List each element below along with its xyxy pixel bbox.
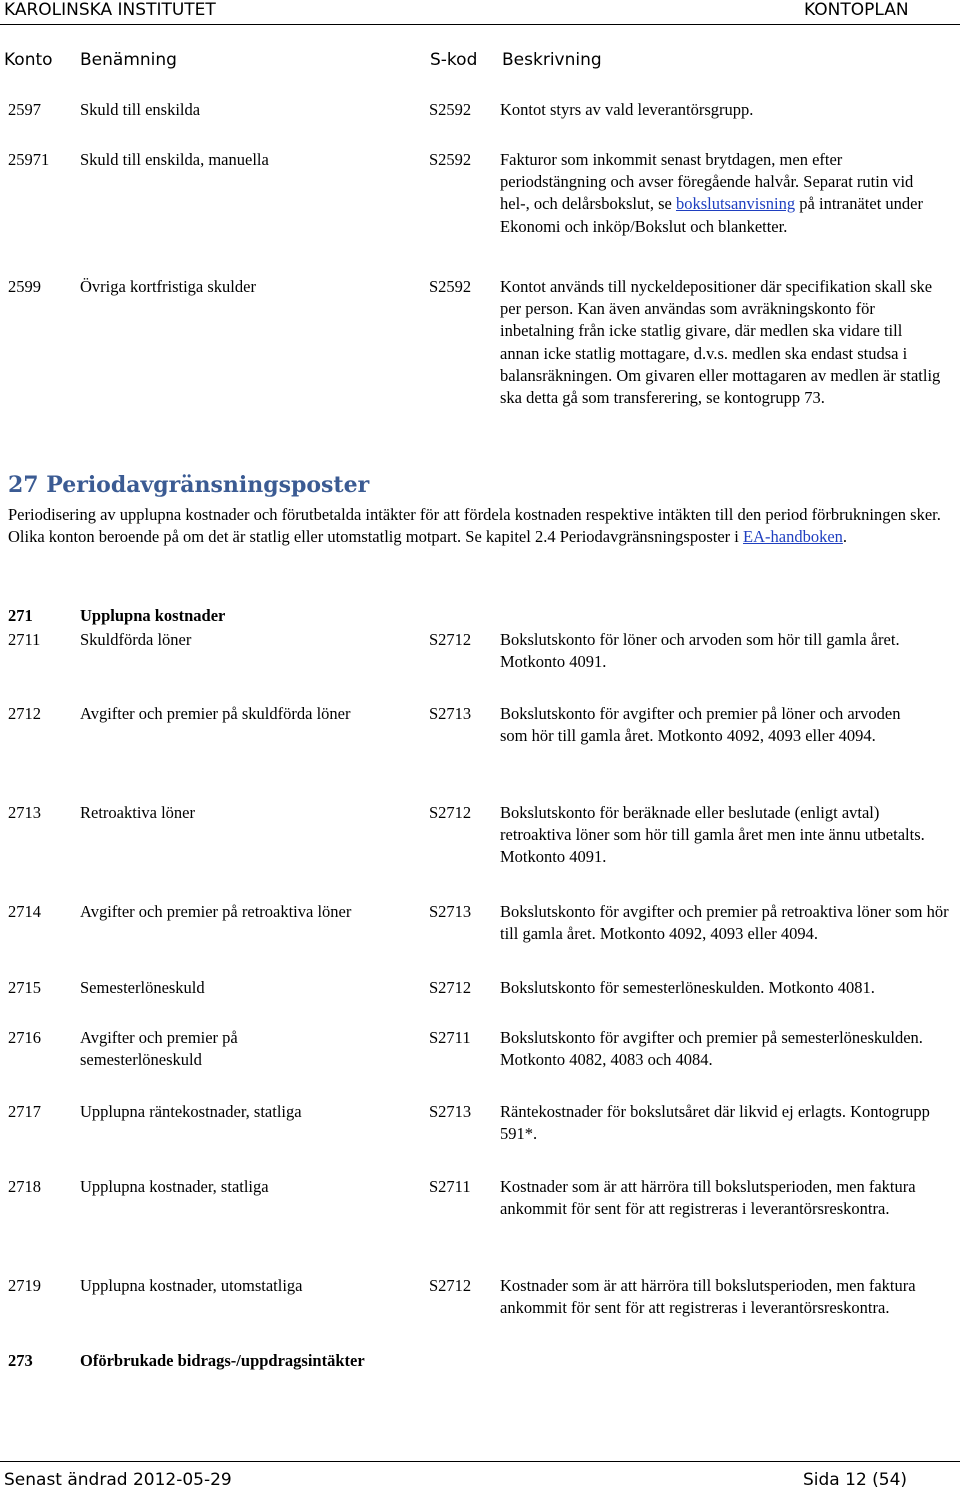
account-scode: S2592 <box>429 100 472 119</box>
account-scode: S2713 <box>429 1102 472 1121</box>
account-description: Bokslutskonto för avgifter och premier på löner och arvoden som hör till gamla året. Motkonto 4092, 4093 eller 4094. <box>500 704 901 746</box>
description-text: på intranätet under Ekonomi och inköp/Bokslut och blanketter. <box>500 194 923 236</box>
account-scode: S2592 <box>429 277 472 296</box>
account-scode: S2592 <box>429 150 472 169</box>
footer-divider <box>0 1461 960 1462</box>
account-scode: S2712 <box>429 803 472 822</box>
intro-text: Periodisering av upplupna kostnader och förutbetalda intäkter för att fördela kostnaden respektive intäkten till den period förbrukningen sker. Olika konton beroende på om det är statlig eller utomstatlig motpart. Se kapitel 2.4 Periodavgränsningsposter i <box>8 505 941 547</box>
column-header-skod: S-kod <box>430 50 478 70</box>
account-description: Kontot används till nyckeldepositioner där specifikation skall ske per person. Kan även användas som avräkningskonto för inbetalning från icke statlig givare, där medlen ska vidare till annan icke statlig mottagare, d.v.s. medlen ska endast studsa i balansräkningen. Om givaren eller mottagaren av medlen är statlig ska detta gå som transferering, se kontogrupp 73. <box>500 277 941 408</box>
account-description: Bokslutskonto för semesterlöneskulden. Motkonto 4081. <box>500 978 875 997</box>
header-institution: KAROLINSKA INSTITUTET <box>4 0 216 20</box>
account-number: 2711 <box>8 630 41 649</box>
account-number: 2597 <box>8 100 41 119</box>
account-name: Upplupna kostnader, statliga <box>80 1177 269 1196</box>
account-scode: S2711 <box>429 1028 471 1047</box>
account-name: Skuld till enskilda <box>80 100 201 119</box>
column-header-konto: Konto <box>4 50 53 70</box>
account-number: 2715 <box>8 978 41 997</box>
group-number: 271 <box>8 606 33 625</box>
account-name: semesterlöneskuld <box>80 1050 202 1069</box>
account-scode: S2712 <box>429 630 472 649</box>
account-name: Skuldförda löner <box>80 630 192 649</box>
account-name: Upplupna räntekostnader, statliga <box>80 1102 302 1121</box>
account-description: Bokslutskonto för avgifter och premier på retroaktiva löner som hör till gamla året. Motkonto 4092, 4093 eller 4094. <box>500 902 949 944</box>
account-description: Bokslutskonto för avgifter och premier på semesterlöneskulden. Motkonto 4082, 4083 och 4084. <box>500 1028 923 1070</box>
account-scode: S2713 <box>429 902 472 921</box>
header-doc-title: KONTOPLAN <box>804 0 909 20</box>
account-description: Räntekostnader för bokslutsåret där likvid ej erlagts. Kontogrupp 591*. <box>500 1102 939 1144</box>
account-description: Bokslutskonto för beräknade eller beslutade (enligt avtal) retroaktiva löner som hör till gamla året men inte ännu utbetalts. Motkonto 4091. <box>500 803 925 867</box>
account-number: 2717 <box>8 1102 41 1121</box>
account-description <box>500 149 940 238</box>
header-divider <box>0 24 960 25</box>
column-header-benamning: Benämning <box>80 50 177 70</box>
account-description: Kostnader som är att härröra till bokslutsperioden, men faktura ankommit för sent för att registreras i leverantörsreskontra. <box>500 1177 916 1219</box>
account-number: 2712 <box>8 704 41 723</box>
section-heading: 27 Periodavgränsningsposter <box>8 472 370 498</box>
account-description: Bokslutskonto för löner och arvoden som hör till gamla året. Motkonto 4091. <box>500 630 900 672</box>
account-scode: S2712 <box>429 1276 472 1295</box>
footer-page-number: Sida 12 (54) <box>803 1470 908 1490</box>
account-description: Kontot styrs av vald leverantörsgrupp. <box>500 100 754 119</box>
description-text: Fakturor som inkommit senast brytdagen, men efter periodstängning och avser föregående halvår. Separat rutin vid hel-, och delårsbokslut, se <box>500 150 914 214</box>
account-number: 2599 <box>8 277 41 296</box>
intro-text-end: . <box>842 527 848 547</box>
account-number: 2713 <box>8 803 41 822</box>
account-name: Retroaktiva löner <box>80 803 196 822</box>
section-intro <box>8 504 956 548</box>
account-number: 2714 <box>8 902 41 921</box>
account-name: Övriga kortfristiga skulder <box>80 277 256 296</box>
account-number: 25971 <box>8 150 50 169</box>
ea-handboken-link[interactable]: EA-handboken <box>743 527 843 547</box>
account-name: Avgifter och premier på retroaktiva löner <box>80 902 352 921</box>
bokslutsanvisning-link[interactable]: bokslutsanvisning <box>675 194 796 214</box>
account-number: 2718 <box>8 1177 41 1196</box>
footer-last-modified: Senast ändrad 2012-05-29 <box>4 1470 232 1490</box>
account-name: Upplupna kostnader, utomstatliga <box>80 1276 303 1295</box>
group-name: Oförbrukade bidrags-/uppdragsintäkter <box>80 1351 365 1370</box>
account-description: Kostnader som är att härröra till bokslutsperioden, men faktura ankommit för sent för att registreras i leverantörsreskontra. <box>500 1276 916 1318</box>
account-scode: S2711 <box>429 1177 471 1196</box>
account-name: Avgifter och premier på skuldförda löner <box>80 704 351 723</box>
account-number: 2719 <box>8 1276 41 1295</box>
account-number: 2716 <box>8 1028 41 1047</box>
account-scode: S2712 <box>429 978 472 997</box>
account-name: Avgifter och premier på <box>80 1028 238 1047</box>
account-name: Skuld till enskilda, manuella <box>80 150 269 169</box>
group-number: 273 <box>8 1351 33 1370</box>
account-name: Semesterlöneskuld <box>80 978 205 997</box>
group-name: Upplupna kostnader <box>80 606 226 625</box>
account-scode: S2713 <box>429 704 472 723</box>
column-header-beskrivning: Beskrivning <box>502 50 602 70</box>
